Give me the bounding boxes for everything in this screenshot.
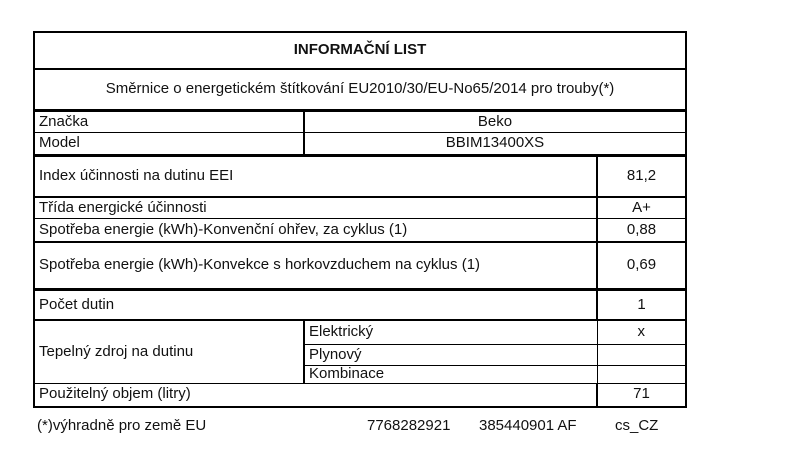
model-row [34,133,686,156]
model-value-cell: BBIM13400XS [304,133,686,156]
footer-code-primary: 7768282921 [367,417,451,434]
directive-row [34,69,686,111]
model-label-cell: Model [34,133,304,156]
brand-label-cell: Značka [34,111,304,133]
consumption-fan-label-cell: Spotřeba energie (kWh)-Konvekce s horkovzduchem na cyklus (1) [34,242,597,290]
consumption-conventional-row [34,219,686,243]
usable-volume-row [34,383,686,407]
brand-value-cell: Beko [304,111,686,133]
eei-label-cell: Index účinnosti na dutinu EEI [34,156,597,198]
heat-source-option-electric-label-cell: Elektrický [304,320,597,345]
cavity-count-value-cell: 1 [597,290,686,321]
info-sheet-table [33,31,687,408]
footer-language-code: cs_CZ [615,417,659,434]
usable-volume-value-cell: 71 [597,383,686,407]
product-fiche-sheet [33,31,687,408]
heat-source-electric-row [34,320,686,345]
cavity-count-row [34,290,686,321]
footer [33,414,685,436]
energy-class-label-cell: Třída energické účinnosti [34,197,597,219]
heat-source-option-electric-value-cell: x [597,320,686,345]
energy-class-row [34,197,686,219]
consumption-conventional-label-cell: Spotřeba energie (kWh)-Konvenční ohřev, za cyklus (1) [34,219,597,243]
directive-text: Směrnice o energetickém štítkování EU2010/30/EU-No65/2014 pro trouby(*) [34,69,686,111]
title-row [34,32,686,69]
eei-row [34,156,686,198]
sheet-title: INFORMAČNÍ LIST [34,32,686,69]
eei-value-cell: 81,2 [597,156,686,198]
footer-note: (*)výhradně pro země EU [37,417,207,434]
consumption-fan-value-cell: 0,69 [597,242,686,290]
consumption-fan-row [34,242,686,290]
heat-source-label-cell: Tepelný zdroj na dutinu [34,320,304,383]
footer-code-secondary: 385440901 AF [479,417,577,434]
heat-source-option-gas-label-cell: Plynový [304,345,597,366]
brand-row [34,111,686,133]
heat-source-option-combined-label-cell: Kombinace [304,366,597,384]
heat-source-option-combined-value-cell [597,366,686,384]
consumption-conventional-value-cell: 0,88 [597,219,686,243]
energy-class-value-cell: A+ [597,197,686,219]
cavity-count-label-cell: Počet dutin [34,290,597,321]
heat-source-option-gas-value-cell [597,345,686,366]
usable-volume-label-cell: Použitelný objem (litry) [39,385,191,403]
